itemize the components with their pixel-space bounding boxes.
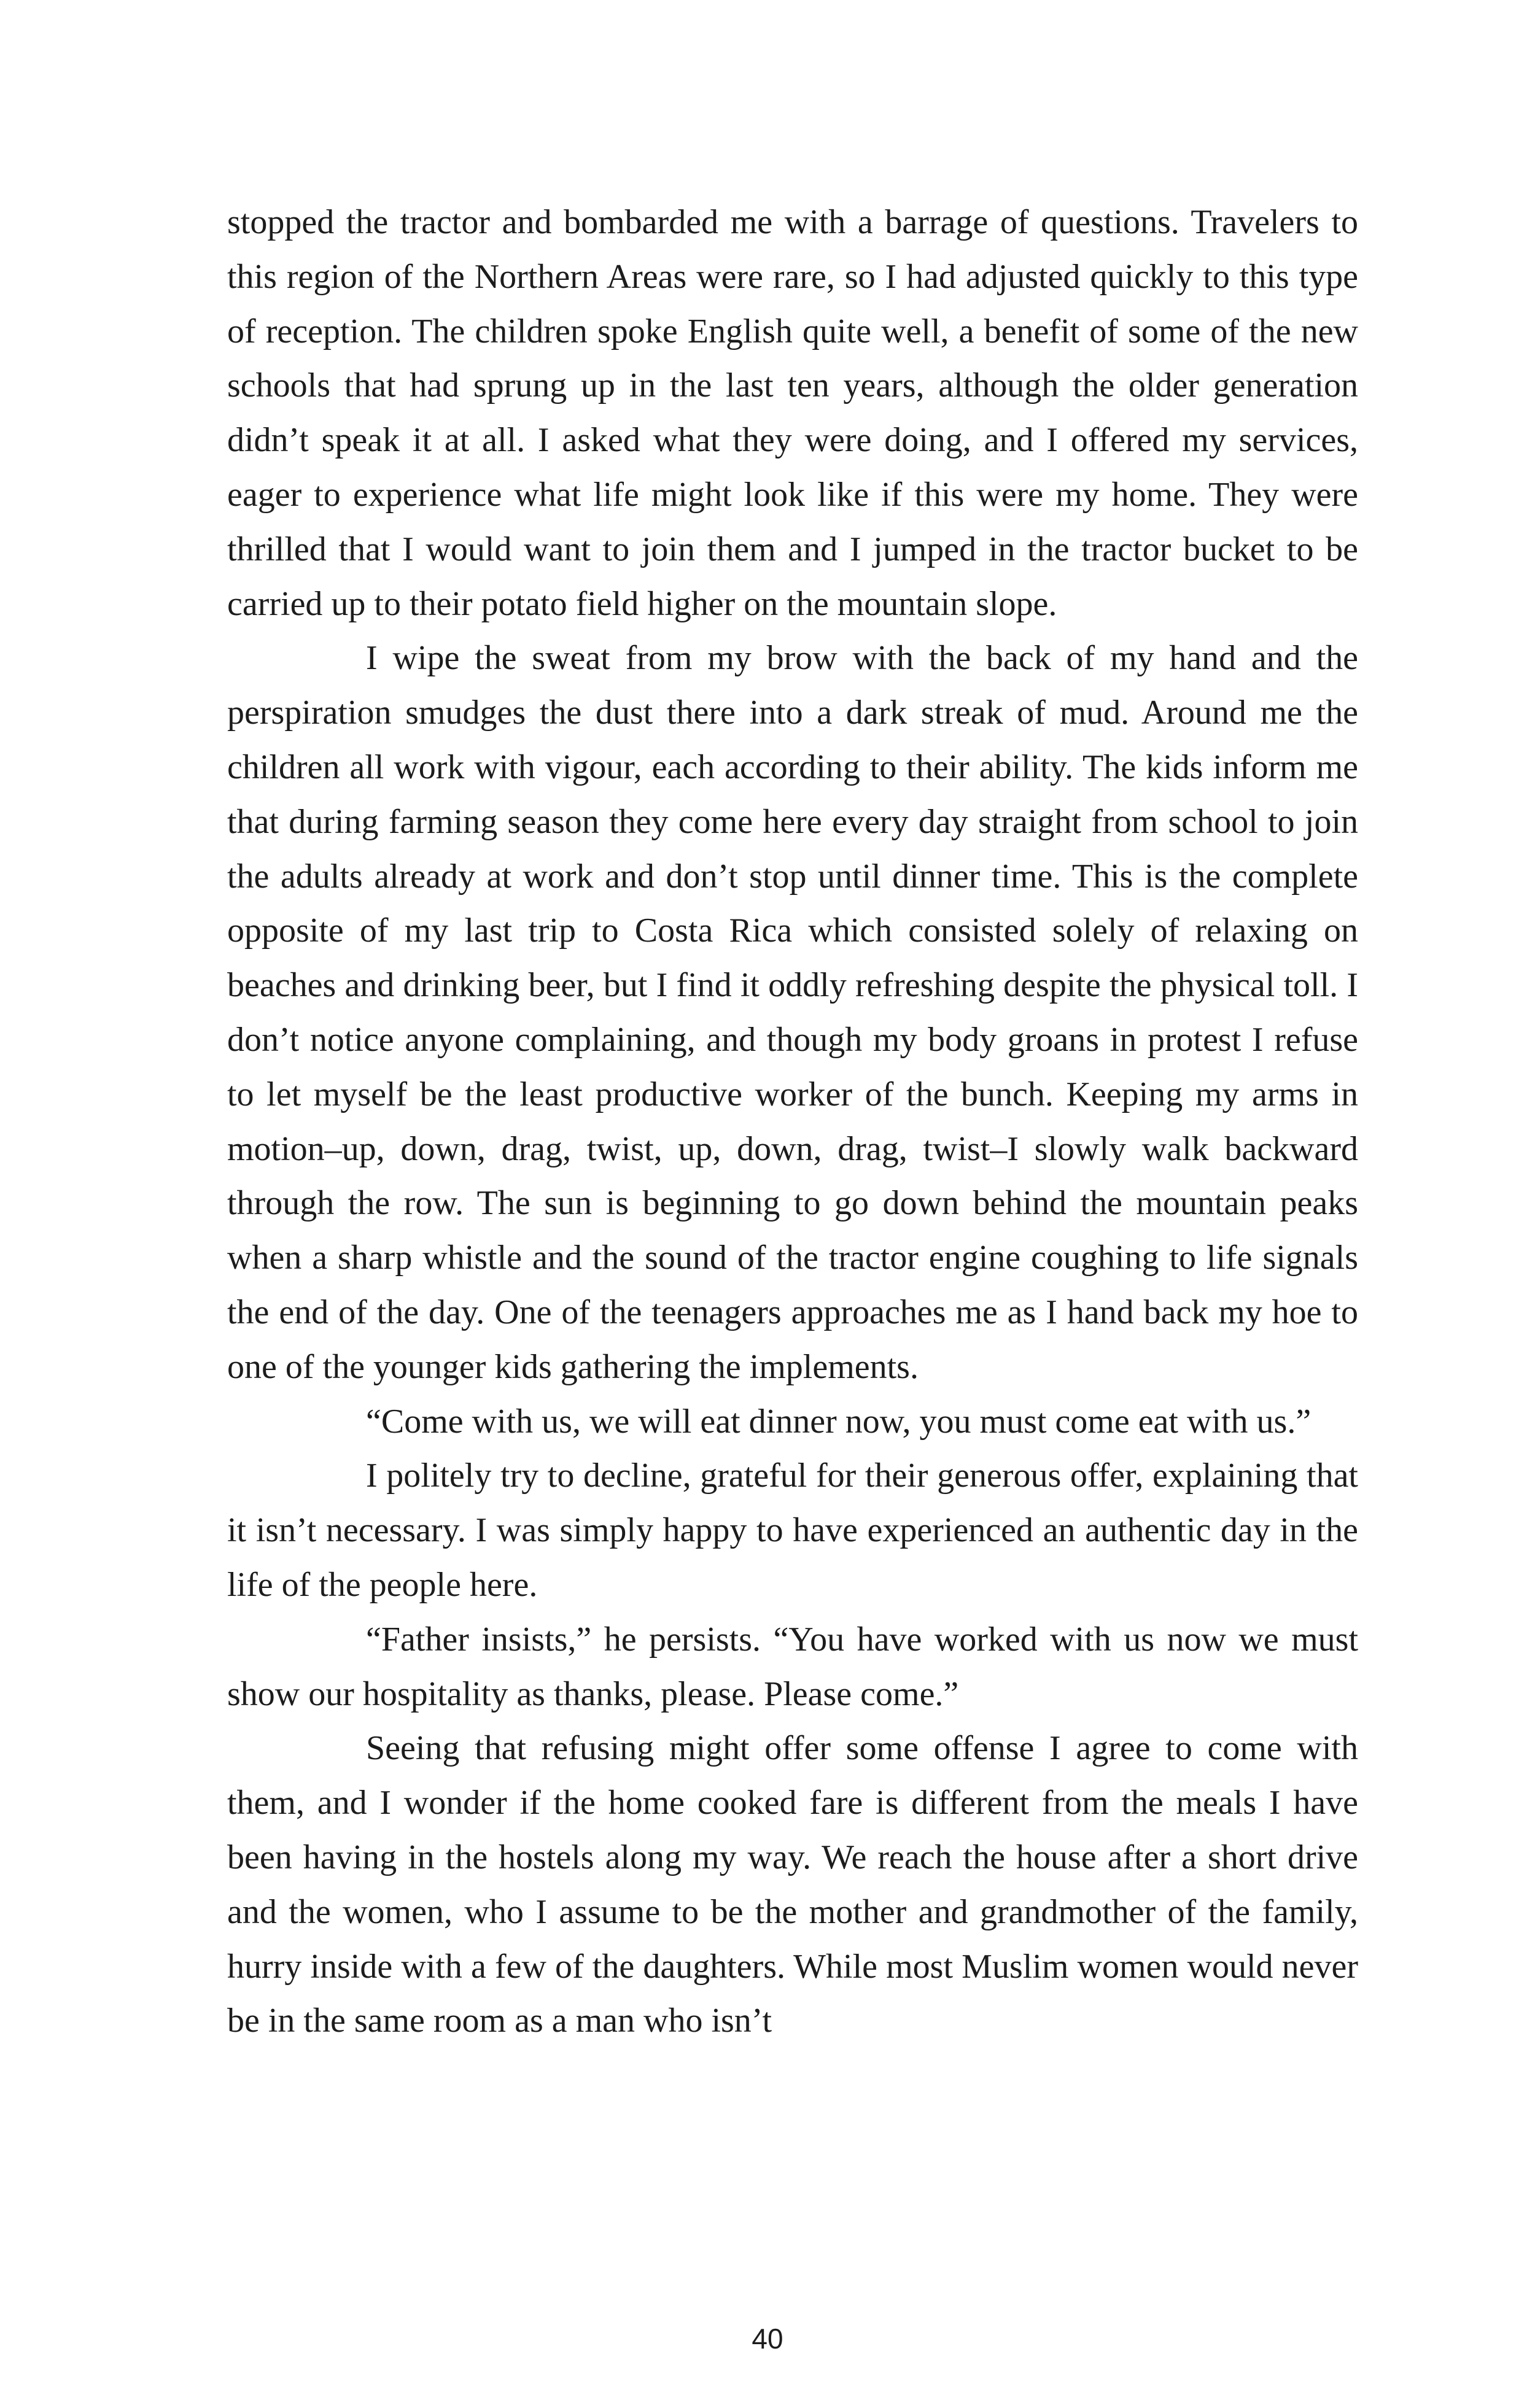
paragraph-fieldwork: I wipe the sweat from my brow with the back of my hand and the perspiration smudges the dust there into a dark streak of mud. Around me the children all work with vigour, each according to their ability. The kids inform me that during farming season they come here every day straight from school to join the adults already at work and don’t stop until dinner time. This is the complete opposite of my last trip to Costa Rica which consisted solely of relaxing on beaches and drinking beer, but I find it oddly refreshing despite the physical toll. I don’t notice anyone complaining, and though my body groans in protest I refuse to let myself be the least productive worker of the bunch. Keeping my arms in motion–up, down, drag, twist, up, down, drag, twist–I slowly walk backward through the row. The sun is beginning to go down behind the mountain peaks when a sharp whistle and the sound of the tractor engine coughing to life signals the end of the day. One of the teenagers approaches me as I hand back my hoe to one of the younger kids gathering the implements.: [227, 639, 1358, 1386]
paragraph-agree: Seeing that refusing might offer some offense I agree to come with them, and I wonder if the home cooked fare is different from the meals I have been having in the hostels along my way. We reach the house after a short drive and the women, who I assume to be the mother and grandmother of the family, hurry inside with a few of the daughters. While most Muslim women would never be in the same room as a man who isn’t: [227, 1729, 1358, 2040]
paragraph-invitation: “Come with us, we will eat dinner now, you must come eat with us.”: [366, 1402, 1312, 1441]
paragraph-continued: stopped the tractor and bombarded me with a barrage of questions. Travelers to this region of the Northern Areas were rare, so I had adjusted quickly to this type of reception. The children spoke English quite well, a benefit of some of the new schools that had sprung up in the last ten years, although the older generation didn’t speak it at all. I asked what they were doing, and I offered my services, eager to experience what life might look like if this were my home. They were thrilled that I would want to join them and I jumped in the tractor bucket to be carried up to their potato field higher on the mountain slope.: [227, 203, 1358, 623]
page-number: 40: [752, 2323, 783, 2355]
paragraph-decline: I politely try to decline, grateful for their generous offer, explaining that it isn’t necessary. I was simply happy to have experienced an authentic day in the life of the people here.: [227, 1457, 1358, 1604]
paragraph-insist: “Father insists,” he persists. “You have worked with us now we must show our hospitality as thanks, please. Please come.”: [227, 1620, 1358, 1713]
body-text: [227, 195, 1358, 2048]
